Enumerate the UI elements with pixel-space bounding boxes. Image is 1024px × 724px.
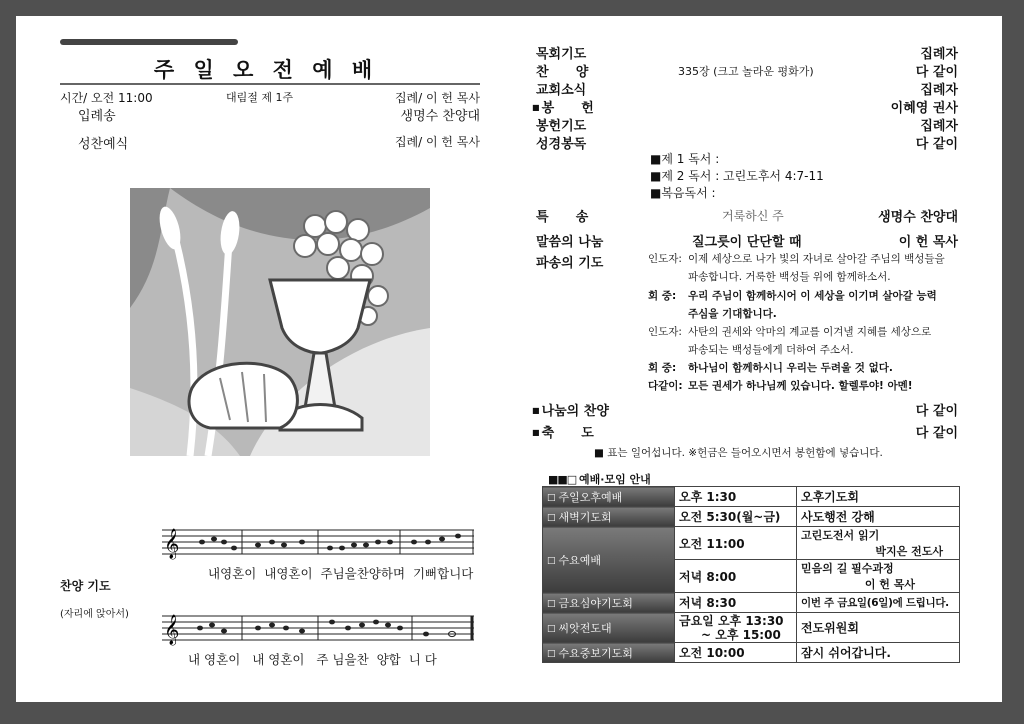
- schedule-note: 전도위원회: [797, 613, 960, 643]
- order-label: 성경봉독: [536, 137, 587, 152]
- hymn-number: 335장 (크고 놀라운 평화가): [678, 65, 814, 78]
- schedule-time: 금요일 오후 13:30 ~ 오후 15:00: [675, 613, 797, 643]
- schedule-note: 고린도전서 읽기 박지은 전도사: [797, 527, 960, 560]
- schedule-note: 믿음의 길 필수과정 이 헌 목사: [797, 560, 960, 593]
- service-time: 시간/ 오전 11:00: [60, 91, 153, 105]
- communion-artwork: [130, 188, 430, 456]
- order-value: 이혜영 권사: [890, 101, 958, 116]
- order-label: 찬 양: [536, 65, 589, 80]
- table-row: [543, 527, 960, 560]
- schedule-name: □ 주일오후예배: [543, 487, 675, 507]
- svg-text:𝄞: 𝄞: [164, 529, 180, 559]
- music-staff-2: [162, 608, 474, 648]
- schedule-name: □ 새벽기도회: [543, 507, 675, 527]
- communion-label: 성찬예식: [78, 137, 129, 152]
- hymn-lyrics-2: 내 영혼이 내 영혼이 주 님을찬 양합 니 다: [188, 652, 437, 667]
- schedule-note: 이번 주 금요일(6일)에 드립니다.: [797, 593, 960, 613]
- litany-line: 파송합니다. 거룩한 백성들 위에 함께하소서.: [688, 271, 891, 283]
- special-song-value: 생명수 찬양대: [878, 210, 958, 225]
- schedule-table: [542, 486, 960, 663]
- table-row: [543, 593, 960, 613]
- bulletin-page: [16, 16, 1002, 702]
- music-staff-1: [162, 522, 474, 562]
- schedule-time: 오후 1:30: [675, 487, 797, 507]
- reading-3: ■복음독서 :: [650, 186, 716, 200]
- order-value: 집례자: [920, 83, 958, 98]
- entrance-song-value: 생명수 찬양대: [400, 109, 480, 124]
- schedule-note: 사도행전 강해: [797, 507, 960, 527]
- litany-line: 회 중: 우리 주님이 함께하시어 이 세상을 이기며 살아갈 능력: [648, 290, 937, 302]
- closing-hymn-value: 다 같이: [915, 404, 958, 419]
- litany-line: 주심을 기대합니다.: [688, 308, 777, 320]
- schedule-time: 저녁 8:30: [675, 593, 797, 613]
- order-label: 봉헌기도: [536, 119, 587, 134]
- order-value: 집례자: [920, 47, 958, 62]
- entrance-song-label: 입례송: [78, 109, 116, 124]
- hymn-lyrics-1: 내영혼이 내영혼이 주님을찬양하며 기뻐합니다: [208, 566, 474, 581]
- litany-line: 다같이: 모든 권세가 하나님께 있습니다. 할렐루야! 아멘!: [648, 380, 913, 392]
- table-row: [543, 487, 960, 507]
- litany-line: 인도자: 이제 세상으로 나가 빛의 자녀로 살아갈 주님의 백성들을: [648, 253, 945, 265]
- table-row: [543, 643, 960, 663]
- hymn-prayer-label: 찬양 기도: [60, 579, 111, 593]
- season-label: 대림절 제 1주: [226, 91, 294, 104]
- closing-hymn-label: ■ 나눔의 찬양: [532, 400, 609, 419]
- communion-value: 집례/ 이 헌 목사: [394, 135, 480, 149]
- schedule-note: 오후기도회: [797, 487, 960, 507]
- order-value: 다 같이: [915, 137, 958, 152]
- footnote: ■ 표는 일어섭니다. ※헌금은 들어오시면서 봉헌함에 넣습니다.: [594, 447, 883, 459]
- table-row: [543, 613, 960, 643]
- schedule-name: □ 씨앗전도대: [543, 613, 675, 643]
- decorative-bar: [60, 39, 238, 45]
- schedule-name: □ 수요예배: [543, 527, 675, 593]
- reading-1: ■제 1 독서 :: [650, 152, 720, 166]
- sending-prayer-label: 파송의 기도: [536, 256, 604, 271]
- order-label: 목회기도: [536, 47, 587, 62]
- sermon-preacher: 이 헌 목사: [898, 235, 958, 250]
- reading-2: ■제 2 독서 : 고린도후서 4:7-11: [650, 169, 824, 183]
- svg-text:𝄞: 𝄞: [164, 615, 180, 645]
- sermon-label: 말씀의 나눔: [536, 235, 604, 250]
- benediction-value: 다 같이: [915, 426, 958, 441]
- order-label: ■ 봉 헌: [532, 97, 594, 116]
- schedule-name: □ 수요중보기도회: [543, 643, 675, 663]
- order-value: 집례자: [920, 119, 958, 134]
- schedule-heading: ■■□ 예배·모임 안내: [548, 473, 651, 486]
- schedule-time: 오전 10:00: [675, 643, 797, 663]
- schedule-time: 저녁 8:00: [675, 560, 797, 593]
- hymn-prayer-note: (자리에 앉아서): [60, 609, 129, 620]
- benediction-label: ■ 축 도: [532, 422, 594, 441]
- litany-line: 인도자: 사탄의 권세와 악마의 계교를 이겨낼 지혜를 세상으로: [648, 326, 932, 338]
- page-title: 주 일 오 전 예 배: [153, 58, 379, 82]
- order-value: 다 같이: [915, 65, 958, 80]
- litany-line: 파송되는 백성들에게 더하여 주소서.: [688, 344, 854, 356]
- table-row: [543, 507, 960, 527]
- schedule-time: 오전 11:00: [675, 527, 797, 560]
- sermon-title: 질그릇이 단단할 때: [692, 235, 802, 250]
- divider: [60, 83, 480, 85]
- special-song-label: 특 송: [536, 210, 589, 225]
- officiant: 집례/ 이 헌 목사: [394, 91, 480, 105]
- litany-line: 회 중: 하나님이 함께하시니 우리는 두려울 것 없다.: [648, 362, 893, 374]
- schedule-time: 오전 5:30(월~금): [675, 507, 797, 527]
- special-song-title: 거룩하신 주: [722, 209, 784, 223]
- schedule-name: □ 금요심야기도회: [543, 593, 675, 613]
- schedule-note: 잠시 쉬어갑니다.: [797, 643, 960, 663]
- order-label: 교회소식: [536, 83, 587, 98]
